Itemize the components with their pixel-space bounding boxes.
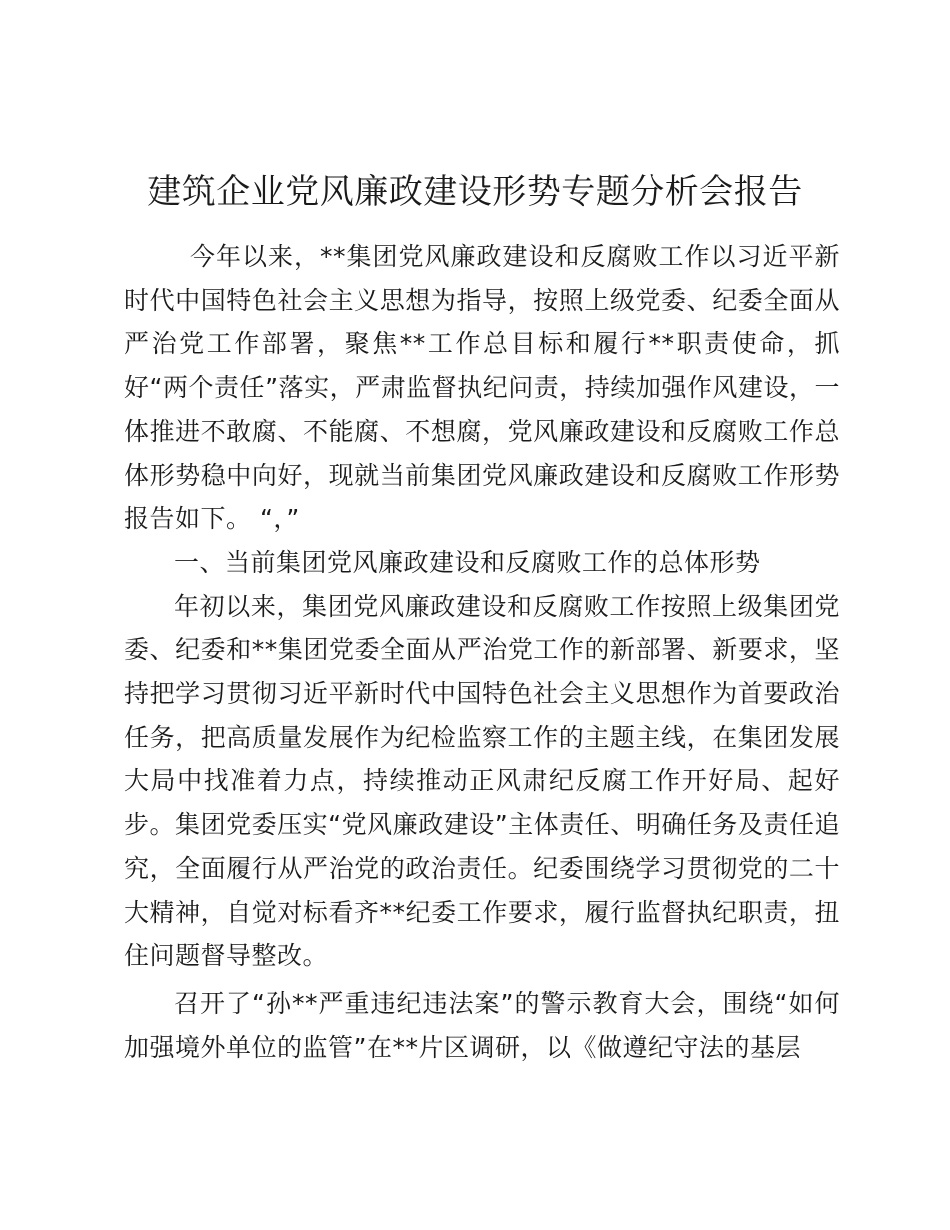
document-body [124,235,840,1069]
body-paragraph: 召开了“孙**严重违纪违法案”的警示教育大会，围绕“如何加强境外单位的监管”在**片区调研，以《做遵纪守法的基层 [124,988,840,1062]
intro-paragraph: 今年以来，**集团党风廉政建设和反腐败工作以习近平新时代中国特色社会主义思想为指导，按照上级党委、纪委全面从严治党工作部署，聚焦**工作总目标和履行**职责使命，抓好“两个责任”落实，严肃监督执纪问责，持续加强作风建设，一体推进不敢腐、不能腐、不想腐，党风廉政建设和反腐败工作总体形势稳中向好，现就当前集团党风廉政建设和反腐败工作形势报告如下。 “，” [124,242,840,534]
section-heading: 一、当前集团党风廉政建设和反腐败工作的总体形势 [174,547,761,577]
document-title: 建筑企业党风廉政建设形势专题分析会报告 [147,172,803,212]
body-paragraph: 年初以来，集团党风廉政建设和反腐败工作按照上级集团党委、纪委和**集团党委全面从严治党工作的新部署、新要求，坚持把学习贯彻习近平新时代中国特色社会主义思想作为首要政治任务，把高质量发展作为纪检监察工作的主题主线，在集团发展大局中找准着力点，持续推动正风肃纪反腐工作开好局、起好步。集团党委压实“党风廉政建设”主体责任、明确任务及责任追究，全面履行从严治党的政治责任。纪委围绕学习贯彻党的二十大精神，自觉对标看齐**纪委工作要求，履行监督执纪职责，扭住问题督导整改。 [124,591,840,971]
